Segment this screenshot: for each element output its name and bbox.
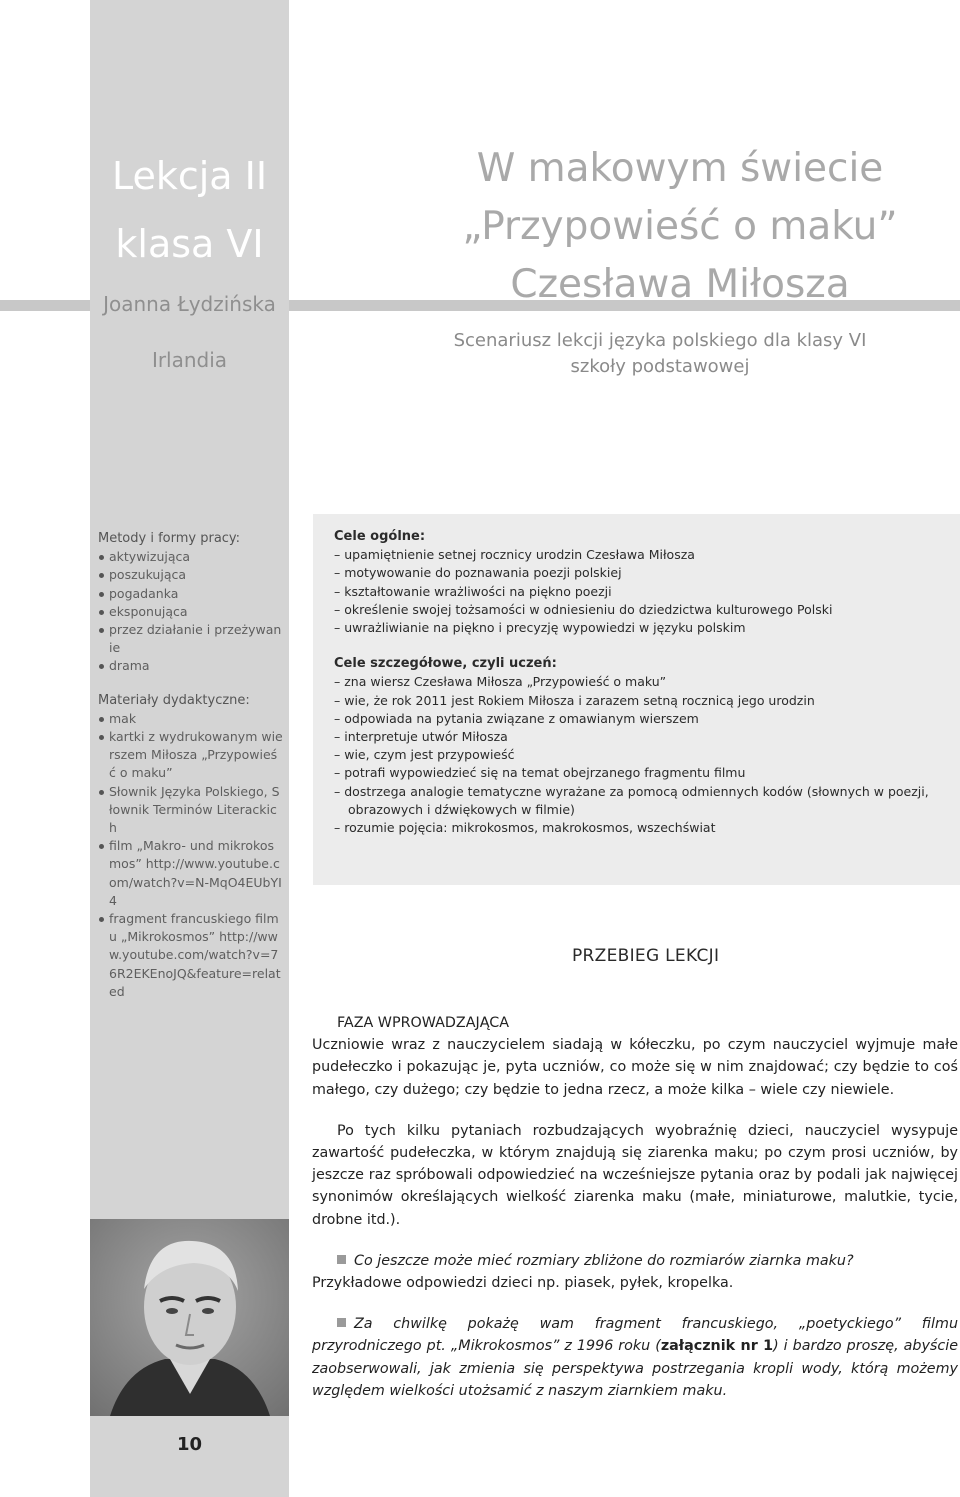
author-name: Joanna Łydzińska <box>103 292 276 316</box>
sidebar-info <box>98 530 283 1017</box>
list-item: pogadanka <box>98 585 283 603</box>
list-item: – motywowanie do poznawania poezji polskiej <box>334 564 946 582</box>
subtitle-line-2: szkoły podstawowej <box>570 356 750 377</box>
subtitle-line-1: Scenariusz lekcji języka polskiego dla klasy VI <box>453 330 867 351</box>
list-item: poszukująca <box>98 566 283 584</box>
list-item: – dostrzega analogie tematyczne wyrażane za pomocą odmiennych kodów (słownych w poezji, obrazowych i dźwiękowych w filmie) <box>334 783 946 819</box>
title-line-2: „Przypowieść o maku” <box>462 204 898 249</box>
list-item: – potrafi wypowiedzieć się na temat obejrzanego fragmentu filmu <box>334 764 946 782</box>
list-item: – wie, czym jest przypowieść <box>334 746 946 764</box>
list-item: – upamiętnienie setnej rocznicy urodzin Czesława Miłosza <box>334 546 946 564</box>
author-country: Irlandia <box>151 348 228 372</box>
portrait-photo-icon <box>90 1219 289 1416</box>
general-goals-list <box>334 546 946 637</box>
title-line-1: W makowym świecie <box>476 146 884 191</box>
lesson-number: Lekcja II <box>111 154 268 198</box>
phase-heading: FAZA WPROWADZAJĄCA <box>337 1015 509 1031</box>
answer-1: Przykładowe odpowiedzi dzieci np. piasek, pyłek, kropelka. <box>312 1275 734 1292</box>
list-item: – wie, że rok 2011 jest Rokiem Miłosza i zarazem setną rocznicą jego urodzin <box>334 692 946 710</box>
page-number: 10 <box>176 1434 203 1455</box>
methods-heading: Metody i formy pracy: <box>98 531 241 546</box>
list-item: drama <box>98 657 283 675</box>
question-1: Co jeszcze może mieć rozmiary zbliżone do rozmiarów ziarnka maku? <box>354 1252 854 1269</box>
attachment-ref: załącznik nr 1 <box>660 1338 774 1355</box>
question-2-block <box>312 1313 958 1402</box>
list-item: – określenie swojej tożsamości w odniesieniu do dziedzictwa kulturowego Polski <box>334 601 946 619</box>
list-item: przez działanie i przeżywanie <box>98 621 283 657</box>
title-line-3: Czesława Miłosza <box>510 262 850 307</box>
list-item: – zna wiersz Czesława Miłosza „Przypowieść o maku” <box>334 673 946 691</box>
list-item: – interpretuje utwór Miłosza <box>334 728 946 746</box>
paragraph-2: Po tych kilku pytaniach rozbudzających wyobraźnię dzieci, nauczyciel wysypuje zawartość pudełeczka, w którym znajdują się ziarenka maku; po czym prosi uczniów, by jeszcze raz spróbowali odpowiedzieć na wcześniejsze pytania oraz by podali jak najwięcej synonimów określających wielkość ziarenka maku (małe, miniaturowe, malutkie, tycie, drobne itd.). <box>312 1122 958 1228</box>
question-2-start: Za chwilkę pokażę wam fragment francuskiego, „poetyckiego” filmu przyrodniczego pt. „Mikrokosmos” z 1996 roku ( <box>312 1316 958 1355</box>
materials-heading: Materiały dydaktyczne: <box>98 692 250 708</box>
page-subtitle <box>400 328 920 380</box>
list-item: aktywizująca <box>98 548 283 566</box>
lesson-heading: PRZEBIEG LEKCJI <box>572 946 720 966</box>
list-item: – kształtowanie wrażliwości na piękno poezji <box>334 583 946 601</box>
list-item[interactable]: fragment francuskiego filmu „Mikrokosmos” http://www.youtube.com/watch?v=76R2EKEnoJQ&feature=related <box>98 910 283 1001</box>
question-1-block <box>312 1250 958 1294</box>
list-item: – odpowiada na pytania związane z omawianym wierszem <box>334 710 946 728</box>
list-item: Słownik Języka Polskiego, Słownik Terminów Literackich <box>98 783 283 838</box>
page-title <box>400 140 960 314</box>
methods-list <box>98 548 283 675</box>
list-item[interactable]: film „Makro- und mikrokosmos” http://www.youtube.com/watch?v=N-MqO4EUbYI4 <box>98 837 283 910</box>
goals-section <box>334 528 946 855</box>
paragraph-1: Uczniowie wraz z nauczycielem siadają w kółeczku, po czym nauczyciel wyjmuje małe pudełeczko i pokazując je, pyta uczniów, co może się w nim znajdować; czy będzie to coś małego, czy dużego; czy będzie to jedna rzecz, a może kilka – wiele czy niewiele. <box>312 1037 958 1098</box>
author-portrait <box>90 1219 289 1416</box>
list-item: – uwrażliwianie na piękno i precyzję wypowiedzi w języku polskim <box>334 619 946 637</box>
square-bullet-icon <box>337 1255 346 1264</box>
square-bullet-icon <box>337 1318 346 1327</box>
list-item: – rozumie pojęcia: mikrokosmos, makrokosmos, wszechświat <box>334 819 946 837</box>
grade-label: klasa VI <box>115 222 264 266</box>
question-2-end: ) i bardzo proszę, abyście zaobserwowali, jak zmienia się perspektywa postrzegania kropli wody, którą możemy względem wielkości utożsamić z naszym ziarnkiem maku. <box>312 1338 959 1399</box>
general-goals-heading: Cele ogólne: <box>334 529 426 544</box>
materials-list <box>98 710 283 1001</box>
lesson-body <box>312 1012 958 1421</box>
lesson-label <box>90 142 289 278</box>
detailed-goals-heading: Cele szczegółowe, czyli uczeń: <box>334 656 557 672</box>
list-item: mak <box>98 710 283 728</box>
detailed-goals-list <box>334 673 946 837</box>
list-item: eksponująca <box>98 603 283 621</box>
list-item: kartki z wydrukowanym wierszem Miłosza „Przypowieść o maku” <box>98 728 283 783</box>
